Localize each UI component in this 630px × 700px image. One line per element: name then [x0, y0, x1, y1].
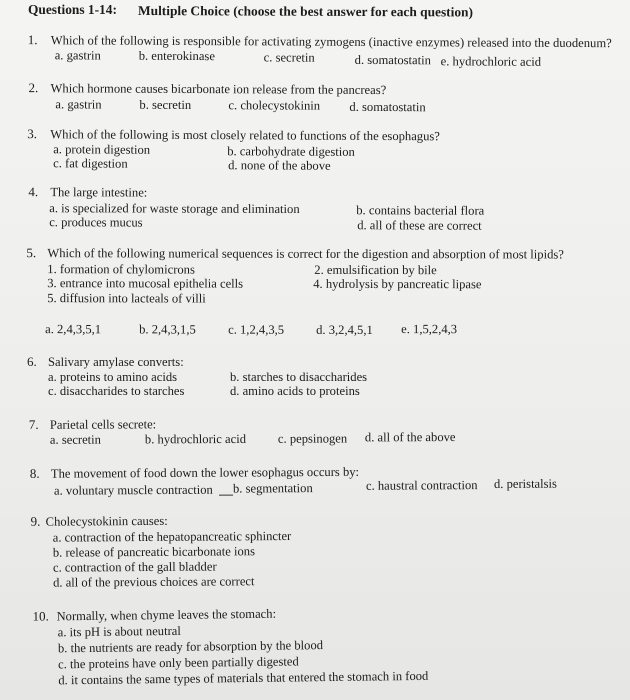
choice-b: b. segmentation	[232, 481, 313, 496]
question-number: 10.	[32, 608, 49, 624]
choice-d: d. all of the above	[364, 430, 456, 445]
choice-c: c. haustral contraction	[365, 478, 478, 493]
question-text: The large intestine:	[50, 185, 148, 200]
choice-c: c. pepsinogen	[277, 431, 348, 446]
choice-d: d. 3,2,4,5,1	[316, 322, 373, 337]
question-text: The movement of food down the lower esophagus occurs by:	[50, 464, 360, 481]
choice-b: b. carbohydrate digestion	[227, 144, 355, 159]
question-text: Which of the following is most closely related to functions of the esophagus?	[50, 127, 440, 144]
choice-e: e. 1,5,2,4,3	[401, 322, 458, 337]
choice-b: b. the nutrients are ready for absorption by the blood	[57, 638, 324, 656]
choice-a: a. 2,4,3,5,1	[45, 322, 102, 337]
section-instruction: Multiple Choice (choose the best answer for each question)	[137, 3, 474, 20]
choice-b: b. hydrochloric acid	[144, 431, 247, 447]
choice-a: a. contraction of the hepatopancreatic sphincter	[52, 528, 292, 545]
question-number: 1.	[27, 32, 38, 48]
choice-d: d. amino acids to proteins	[230, 384, 360, 398]
choice-c: c. cholecystokinin	[228, 98, 321, 113]
choice-a: a. protein digestion	[53, 142, 151, 157]
sequence-step-5: 5. diffusion into lacteals of villi	[47, 291, 206, 306]
sequence-step-2: 2. emulsification by bile	[314, 262, 437, 278]
choice-d: d. peristalsis	[493, 476, 557, 491]
choice-a: a. proteins to amino acids	[48, 370, 178, 384]
choice-a: a. gastrin	[54, 48, 101, 63]
choice-d: d. all of these are correct	[357, 218, 482, 233]
question-number: 9.	[30, 513, 41, 529]
choice-a: a. voluntary muscle contraction	[53, 482, 213, 498]
choice-d: d. none of the above	[228, 158, 331, 173]
question-text: Which of the following numerical sequences is correct for the digestion and absorption of most lipids?	[47, 246, 564, 262]
question-number: 8.	[29, 465, 40, 481]
choice-a: a. gastrin	[55, 97, 102, 112]
choice-d: d. all of the previous choices are correct	[53, 574, 255, 590]
choice-a: a. secretin	[49, 432, 101, 447]
question-text: Salivary amylase converts:	[48, 355, 184, 369]
section-label: Questions 1-14:	[28, 2, 117, 17]
question-number: 5.	[26, 245, 37, 261]
answer-blank-line	[219, 495, 233, 496]
question-number: 7.	[28, 416, 39, 432]
choice-b: b. 2,4,3,1,5	[139, 322, 196, 337]
question-text: Which hormone causes bicarbonate ion release from the pancreas?	[50, 81, 387, 98]
choice-c: c. contraction of the gall bladder	[52, 559, 217, 575]
question-number: 4.	[28, 184, 39, 200]
choice-d: d. it contains the same types of materials that entered the stomach in food	[58, 668, 429, 688]
question-text: Normally, when chyme leaves the stomach:	[56, 606, 277, 624]
choice-b: b. release of pancreatic bicarbonate ions	[52, 544, 256, 560]
sequence-step-3: 3. entrance into mucosal epithelia cells	[47, 276, 244, 291]
choice-a: a. is specialized for waste storage and elimination	[49, 201, 300, 217]
choice-c: c. secretin	[263, 50, 315, 65]
choice-b: b. enterokinase	[138, 48, 215, 64]
choice-c: c. 1,2,4,3,5	[228, 322, 285, 337]
choice-d: d. somatostatin	[354, 52, 431, 68]
question-number: 6.	[27, 354, 37, 369]
choice-b: b. starches to disaccharides	[230, 370, 368, 384]
question-number: 3.	[27, 126, 38, 142]
choice-b: b. secretin	[139, 97, 192, 113]
choice-c: c. the proteins have only been partially digested	[58, 654, 299, 672]
choice-d: d. somatostatin	[349, 99, 426, 115]
choice-c: c. fat digestion	[53, 156, 128, 171]
choice-c: c. disaccharides to starches	[48, 384, 185, 398]
choice-b: b. contains bacterial flora	[356, 203, 485, 218]
question-number: 2.	[28, 80, 39, 96]
question-text: Parietal cells secrete:	[49, 417, 157, 432]
sequence-step-4: 4. hydrolysis by pancreatic lipase	[313, 276, 482, 292]
choice-e: e. hydrochloric acid	[440, 54, 542, 69]
choice-c: c. produces mucus	[49, 215, 143, 230]
question-text: Cholecystokinin causes:	[45, 513, 168, 529]
choice-a: a. its pH is about neutral	[57, 623, 181, 640]
question-text: Which of the following is responsible for activating zymogens (inactive enzymes) released into the duodenum?	[50, 33, 612, 51]
sequence-step-1: 1. formation of chylomicrons	[47, 262, 195, 277]
